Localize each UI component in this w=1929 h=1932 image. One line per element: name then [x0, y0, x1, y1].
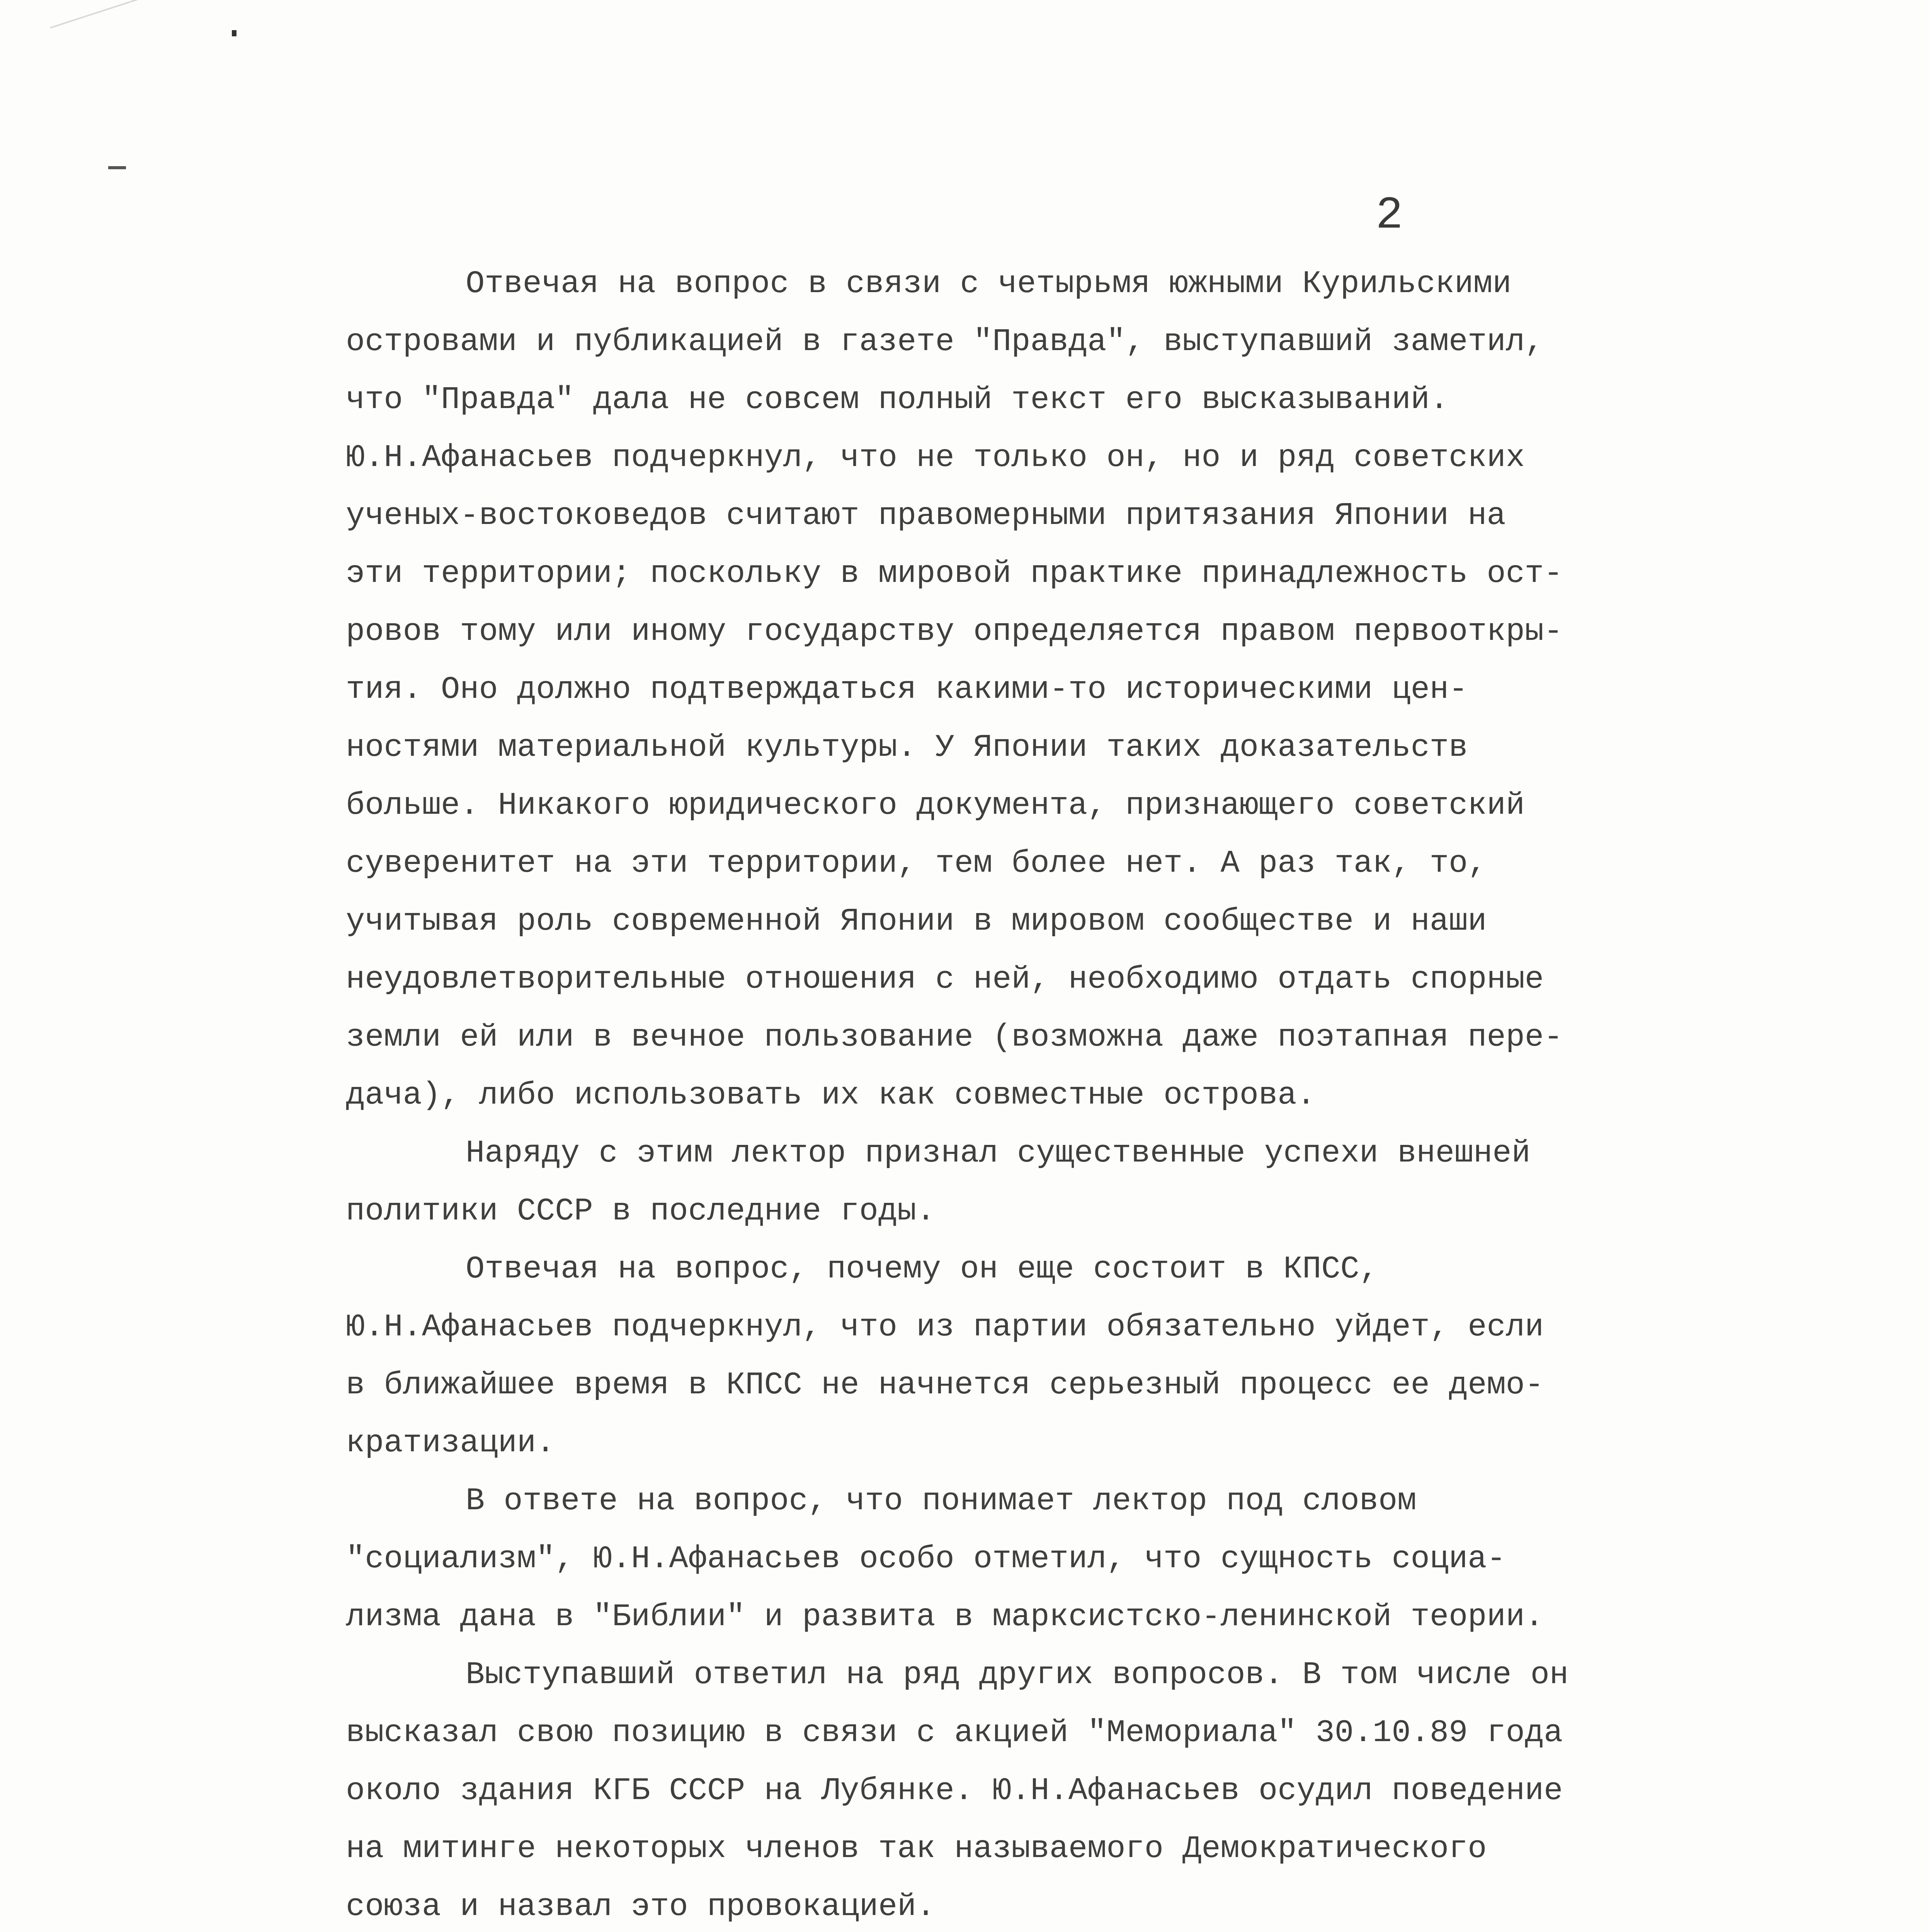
text-line: высказал свою позицию в связи с акцией "Мемориала" 30.10.89 года: [346, 1715, 1563, 1751]
text-line: островами и публикацией в газете "Правда", выступавший заметил,: [346, 324, 1544, 360]
text-line: политики СССР в последние годы.: [346, 1193, 936, 1229]
text-line: учитывая роль современной Японии в мировом сообществе и наши: [346, 903, 1487, 939]
page-edge-shadow: [50, 0, 251, 102]
text-line: Ю.Н.Афанасьев подчеркнул, что не только он, но и ряд советских: [346, 440, 1525, 476]
text-line: кратизации.: [346, 1425, 555, 1461]
text-line: ностями материальной культуры. У Японии таких доказательств: [346, 730, 1468, 765]
corner-mark: [232, 30, 236, 36]
text-line: дача), либо использовать их как совместные острова.: [346, 1077, 1316, 1113]
text-line: эти территории; поскольку в мировой практике принадлежность ост-: [346, 556, 1563, 592]
page-number: 2: [1376, 190, 1403, 242]
text-line: Ю.Н.Афанасьев подчеркнул, что из партии обязательно уйдет, если: [346, 1309, 1544, 1345]
text-line: лизма дана в "Библии" и развита в марксистско-ленинской теории.: [346, 1599, 1544, 1635]
text-line: Выступавший ответил на ряд других вопросов. В том числе он: [466, 1657, 1569, 1693]
text-line: "социализм", Ю.Н.Афанасьев особо отметил, что сущность социа-: [346, 1541, 1506, 1577]
text-line: тия. Оно должно подтверждаться какими-то историческими цен-: [346, 672, 1468, 707]
text-line: суверенитет на эти территории, тем более нет. А раз так, то,: [346, 845, 1487, 881]
text-line: неудовлетворительные отношения с ней, необходимо отдать спорные: [346, 961, 1544, 997]
margin-mark: [108, 166, 126, 169]
text-line: В ответе на вопрос, что понимает лектор под словом: [466, 1483, 1417, 1519]
document-body: [346, 255, 1868, 1932]
text-line: больше. Никакого юридического документа, признающего советский: [346, 787, 1525, 823]
text-line: земли ей или в вечное пользование (возможна даже поэтапная пере-: [346, 1019, 1563, 1055]
text-line: ровов тому или иному государству определяется правом первооткры-: [346, 614, 1563, 650]
text-line: Отвечая на вопрос, почему он еще состоит в КПСС,: [466, 1251, 1378, 1287]
text-line: что "Правда" дала не совсем полный текст его высказываний.: [346, 382, 1449, 418]
text-line: союза и назвал это провокацией.: [346, 1889, 936, 1925]
text-line: Наряду с этим лектор признал существенные успехи внешней: [466, 1135, 1531, 1171]
text-line: ученых-востоковедов считают правомерными притязания Японии на: [346, 498, 1506, 534]
text-line: около здания КГБ СССР на Лубянке. Ю.Н.Афанасьев осудил поведение: [346, 1773, 1563, 1809]
text-line: Отвечая на вопрос в связи с четырьмя южными Курильскими: [466, 266, 1512, 302]
text-line: на митинге некоторых членов так называемого Демократического: [346, 1831, 1487, 1867]
text-line: в ближайшее время в КПСС не начнется серьезный процесс ее демо-: [346, 1367, 1544, 1403]
